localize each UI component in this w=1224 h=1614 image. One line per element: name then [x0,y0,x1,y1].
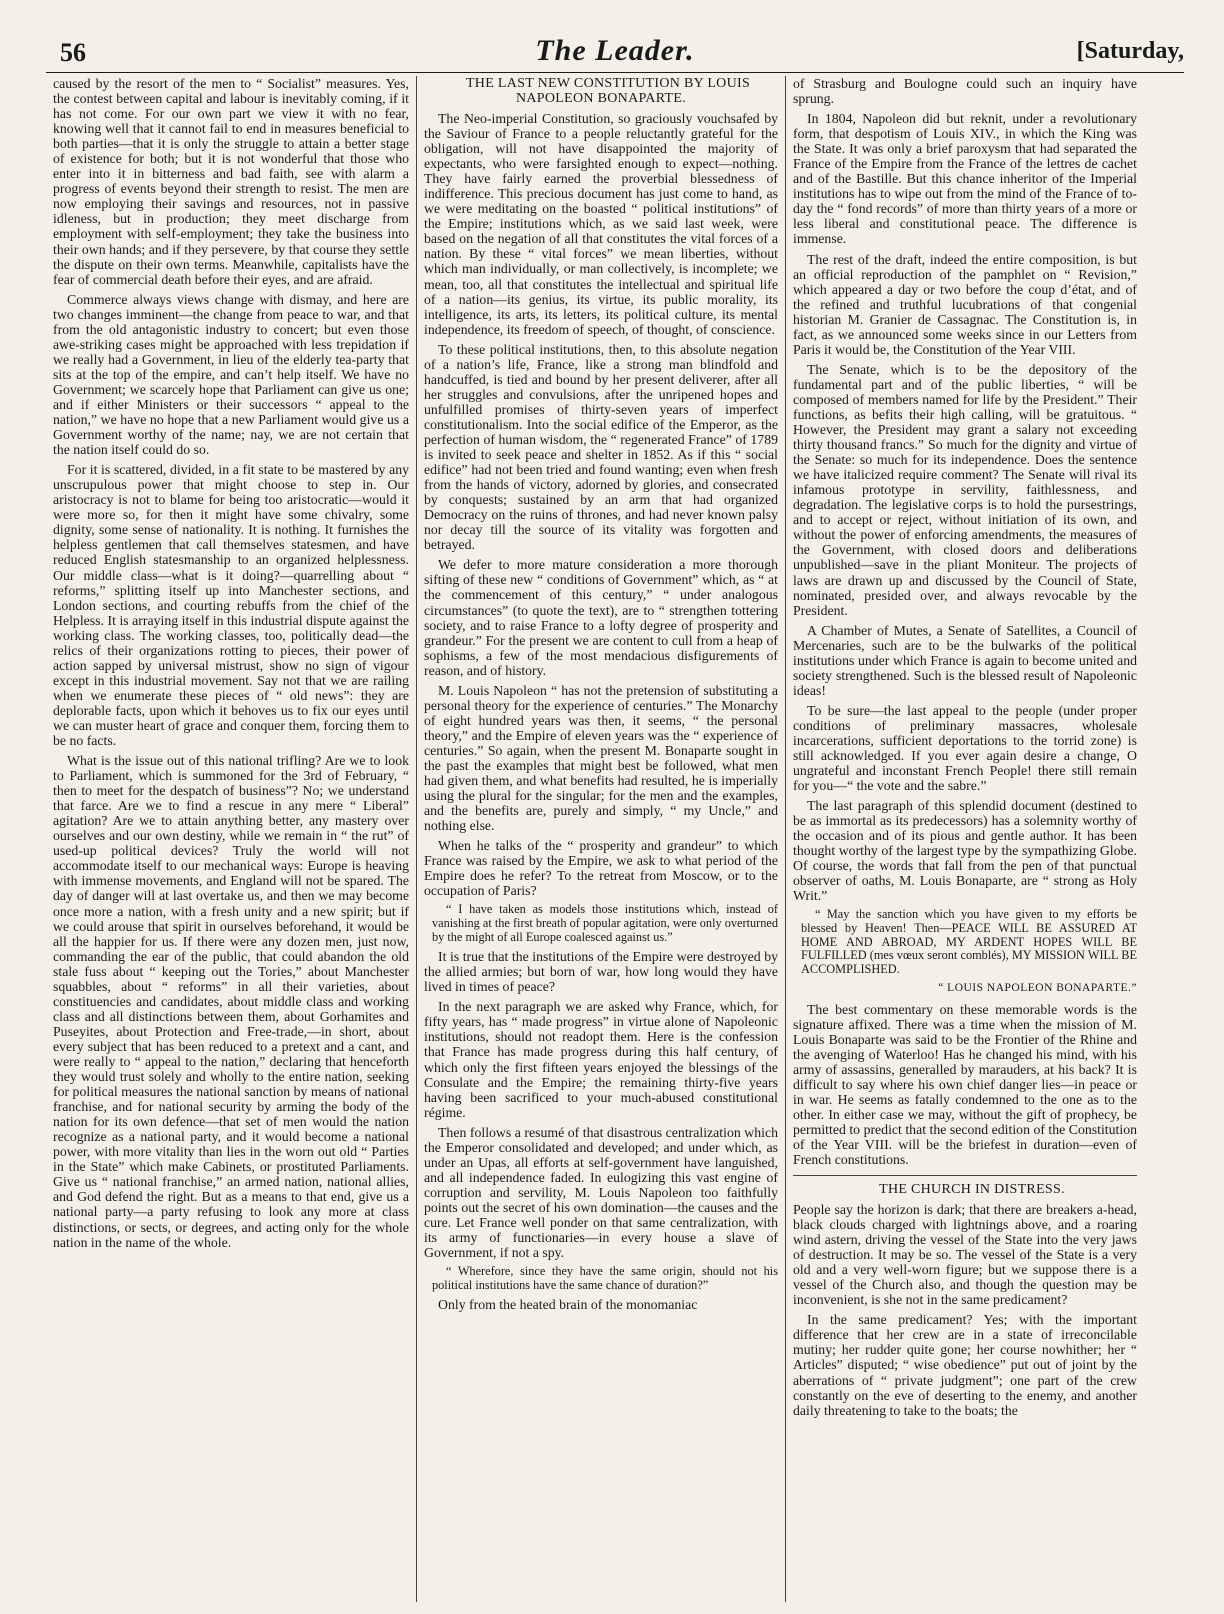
paragraph: We defer to more mature consideration a more thorough sifting of these new “ conditions of Government” which, as “ at the commencement of this century,” “ under analogous circumstances” (to quote the text), are to “ strengthen tottering society, and to raise France to a lofty degree of prosperity and grandeur.” For the present we are content to cull from a heap of sophisms, a few of the most mendacious disfigurements of reason, and of history. [424,557,778,678]
article-title: THE CHURCH IN DISTRESS. [793,1175,1137,1197]
paragraph: Only from the heated brain of the monomaniac [438,1297,698,1313]
paragraph: To these political institutions, then, to this absolute negation of a nation’s life, France, like a strong man blindfold and handcuffed, is tied and bound by her present deliverer, after all her struggles and convulsions, after the unripened hopes and unfulfilled promises of thirty-seven years of imperfect constitutionalism. Into the social edifice of the Emperor, as the perfection of human wisdom, the “ regenerated France” of 1789 is invited to seek peace and shelter in 1852. As if this “ social edifice” had not been tried and found wanting; even when fresh from the hands of victory, adorned by glories, and consecrated by conquests; sustained by an arm that had organized Democracy on the ruins of thrones, and had never known palsy nor decay till the source of its vitality was forgotten and betrayed. [424,341,778,553]
masthead: The Leader. [535,34,695,67]
article-title: THE LAST NEW CONSTITUTION BY LOUIS NAPOLEON BONAPARTE. [465,76,751,106]
paragraph: The rest of the draft, indeed the entire composition, is but an official reproduction of the pamphlet on “ Revision,” which appeared a day or two before the coup d’état, and of the refined and truthful lucubrations of that congenial historian M. Granier de Cassagnac. The Constitution is, in fact, as we announced some weeks since in our Letters from Paris it would be, the Constitution of the Year VIII. [793,251,1137,357]
paragraph: The Neo-imperial Constitution, so graciously vouchsafed by the Saviour of France to a people reluctantly grateful for the obligation, will not have disappointed the majority of expectants, who were farsighted enough to expect—nothing. They have fairly earned the proverbial blessedness of indifference. This precious document has just come to hand, as we were meditating on the boasted “ political institutions” of the Empire; institutions which, as we said last week, were based on the negation of all that constitutes the vital forces of a nation. By these “ vital forces” we mean liberties, without which man individually, or man collectively, is incomplete; we mean, too, all that constitutes the intellectual and spiritual life of a nation—its genius, its virtue, its public morality, its intelligence, its arts, its letters, its political culture, its mental independence, its freedom of speech, of thought, of conscience. [424,111,778,337]
block-quote: “ May the sanction which you have given to my efforts be blessed by Heaven! Then—PEACE WILL BE ASSURED AT HOME AND ABROAD, MY ARDENT HOPES WILL BE FULFILLED (mes vœux seront comblés), MY MISSION WILL BE ACCOMPLISHED. [801,907,1137,976]
issue-day: [Saturday, [1076,38,1184,64]
paragraph: A Chamber of Mutes, a Senate of Satellites, a Council of Mercenaries, such are to be the bulwarks of the political institutions under which France is again to become united and society strengthened. Such is the blessed result of Napoleonic ideas! [793,622,1137,698]
paragraph: In 1804, Napoleon did but reknit, under a revolutionary form, that despotism of Louis XIV., in which the King was the State. It was only a brief paroxysm that had separated the France of the Empire from the France of the lettres de cachet and of the Bastille. But this chance inheritor of the Imperial institutions has to wipe out from the mind of the France of to-day the “ fond records” of more than thirty years of a more or less liberal and constitutional peace. The difference is immense. [793,111,1137,247]
column-2 [416,76,785,1602]
columns [46,76,1184,1602]
block-quote: “ Wherefore, since they have the same origin, should not his political institutions have the same chance of duration?” [432,1264,778,1292]
block-quote: “ I have taken as models those institutions which, instead of vanishing at the first breath of popular agitation, were only overturned by the might of all Europe coalesced against us.” [432,902,778,944]
signature: “ LOUIS NAPOLEON BONAPARTE.” [938,982,1137,995]
paragraph: In the same predicament? Yes; with the important difference that her crew are in a state of irreconcilable mutiny; her rudder quite gone; her course nowhither; her “ Articles” disputed; “ wise obedience” put out of joint by the aberrations of “ private judgment”; one part of the crew constantly on the eve of deserting to the enemy, and another daily threatening to take to the boats; the [793,1312,1137,1418]
paragraph: It is true that the institutions of the Empire were destroyed by the allied armies; but born of war, how long would they have lived in times of peace? [424,949,778,995]
paragraph: M. Louis Napoleon “ has not the pretension of substituting a personal theory for the experience of centuries.” The Monarchy of eight hundred years was then, it seems, “ the personal theory,” and the Empire of eleven years was the “ experience of centuries.” So again, when the present M. Bonaparte sought in the past the examples that might best be followed, what men had given them, and what benefits had resulted, he is imperially using the plural for the singular; for the men and the examples, and the benefits are, purely and simply, “ my Uncle,” and nothing else. [424,682,778,834]
paragraph: When he talks of the “ prosperity and grandeur” to which France was raised by the Empire, we ask to what period of the Empire does he refer? To the retreat from Moscow, or to the occupation of Paris? [424,838,778,899]
column-3 [785,76,1144,1602]
column-1 [46,76,416,1602]
paragraph: People say the horizon is dark; that there are breakers a-head, black clouds charged with lightnings above, and a roaring wind astern, driving the vessel of the State into the very jaws of destruction. It may be so. The vessel of the State is a very old and a very well-worn figure; but we suppose there is a vessel of the Church also, and though the question may be inconvenient, is she not in the same predicament? [793,1202,1137,1308]
paragraph: The Senate, which is to be the depository of the fundamental part and of the public liberties, “ will be composed of members named for life by the President.” Their functions, as befits their high calling, will be gratuitous. “ However, the President may grant a salary not exceeding thirty thousand francs.” So much for the dignity and virtue of the Senate: so much for its independence. Does the sentence we have italicized require comment? The Senate will rival its infamous prototype in servility, faithlessness, and degradation. The legislative corps is to hold the pursestrings, and to accept or reject, without initiation of its own, and without the power of enforcing amendments, the measures of the Government, with closed doors and deliberations unpublished—save in the pliant Moniteur. The projects of laws are drawn up and discussed by the Council of State, nominated, presided over, and always revocable by the President. [793,361,1137,618]
paragraph: Commerce always views change with dismay, and here are two changes imminent—the change from peace to war, and that from the old antagonistic industry to concert; but even those awe-striking cases might be approached with less trepidation if we really had a Government, in lieu of the elderly tea-party that sits at the top of the empire, and can’t help itself. We have no Government; we scarcely hope that Parliament can give us one; and if either Ministers or their successors “ appeal to the nation,” we have no hope that a new Parliament would give us a Government worthy of the name; nay, we are not certain that the nation itself could do so. [53,291,409,458]
paragraph: caused by the resort of the men to “ Socialist” measures. Yes, the contest between capital and labour is inevitably coming, if it has not come. For our own part we view it with no fear, knowing well that it cannot fail to end in measures beneficial to both parties—that it is only the struggle to attain a better stage of existence for both; but it is not wonderful that those who enter into it in bitterness and bad faith, see with alarm a progress of events beyond their strength to resist. The men are now employing their savings and resources, not in passive idleness, but in production; they meet discharge from employment with self-employment; they take the business into their own hands; and if they persevere, by that course they settle the dispute on their own terms. Meanwhile, capitalists have the fear of commercial death before their eyes, and are afraid. [53,76,409,287]
paragraph: Then follows a resumé of that disastrous centralization which the Emperor consolidated and developed; and under which, as under an Upas, all efforts at self-government have languished, and all independence faded. In eulogizing this vast engine of corruption and servility, M. Louis Napoleon too faithfully points out the secret of his own domination—the causes and the cure. Let France well ponder on that same centralization, with its army of functionaries—in every house a slave of Government, if not a spy. [424,1124,778,1261]
paragraph: The best commentary on these memorable words is the signature affixed. There was a time when the mission of M. Louis Bonaparte was said to be the Frontier of the Rhine and the avenging of Waterloo! Has he changed his mind, with his army of assassins, generalled by marauders, at his back? It is difficult to say where his own chief danger lies—in peace or in war. He seems as fatally condemned to the one as to the other. In either case we may, without the gift of prophecy, be permitted to predict that the second edition of the Constitution of the Year VIII. will be the briefest in duration—even of French constitutions. [793,1001,1137,1167]
paragraph: To be sure—the last appeal to the people (under proper conditions of preliminary massacres, wholesale incarcerations, sufficient deportations to the torrid zone) is still acknowledged. If you ever again desire a change, O ungrateful and inconstant French People! there still remain for you—“ the vote and the sabre.” [793,702,1137,794]
paragraph: What is the issue out of this national trifling? Are we to look to Parliament, which is summoned for the 3rd of February, “ then to meet for the despatch of business”? No; we understand that farce. Are we to find a rescue in any mere “ Liberal” agitation? Are we to attain anything better, any mastery over ourselves and our own destiny, while we remain in “ the rut” of used-up political devices? Truly the world will not accommodate itself to our mechanical ways: Europe is heaving with immense movements, and England will not be spared. The day of danger will at last overtake us, and then we may become once more a nation, with a fresh unity and a new spirit; but if we could arouse that spirit in ourselves beforehand, it would be all the happier for us. If there were any dozen men, just now, commanding the ear of the public, that could abandon the old stale fuss about “ keeping out the Tories,” about Manchester squabbles, about “ reforms” in all their varieties, about constituencies and candidates, about middle class and working class and all distinctions between them, about Gorhamites and Puseyites, about Protection and Free-trade,—in short, about every subject that has been reduced to a pretext and a cant, and were really to “ appeal to the nation,” declaring that henceforth they would trust solely and wholly to the entire nation, seeking for political measures the national sanction by means of national franchise, and for national security by arming the body of the nation for its own defence—that set of men would the nation recognize as a national party, and it would become a national power, with more vitality than lies in the worn out old “ Parties in the State” which make Cabinets, or prostituted Parliaments. Give us “ national franchise,” an armed nation, national allies, and God defend the right. But as a means to that end, give us a national party—a party refusing to look any more at class distinctions, or sects, or degrees, and acting only for the whole nation in the name of the whole. [53,753,409,1250]
paragraph: For it is scattered, divided, in a fit state to be mastered by any unscrupulous power that might choose to step in. Our aristocracy is not to blame for being too aristocratic—would it were more so, for then it might have some chivalry, some dignity, some sense of nationality. It is nothing. It furnishes the helpless gentlemen that call themselves statesmen, and have reduced English statesmanship to an organized helplessness. Our middle class—what is it doing?—quarrelling about “ reforms,” splitting itself up into Manchester sections, and London sections, and courting rebuffs from the chief of the Helpless. It is arraying itself in this industrial dispute against the working class. The working classes, too, politically dead—the relics of their organizations rotting to pieces, their power of action sapped by universal mistrust, show no sign of vigour except in this industrial movement. Say not that we are railing when we enumerate these pieces of “ old news”: they are deplorable facts, upon which it behoves us to fix our eyes until we can muster heart of grace and conquer them, forcing them to be no facts. [53,462,409,749]
paragraph: of Strasburg and Boulogne could such an inquiry have sprung. [793,76,1137,107]
paragraph: In the next paragraph we are asked why France, which, for fifty years, has “ made progress” in virtue alone of Napoleonic institutions, should not readopt them. Here is the confession that France has made progress during this half century, of which only the first fifteen years enjoyed the blessings of the Consulate and the Empire; the remaining thirty-five years having been sacrificed to your much-abused constitutional régime. [424,999,778,1120]
page-number: 56 [60,38,86,67]
paragraph: The last paragraph of this splendid document (destined to be as immortal as its predecessors) has a solemnity worthy of the occasion and of its pious and gentle author. It has been thought worthy of the largest type by the sympathizing Globe. Of course, the words that fall from the pen of that punctual observer of oaths, M. Louis Bonaparte, are “ strong as Holy Writ.” [793,798,1137,904]
page-header [46,34,1184,73]
